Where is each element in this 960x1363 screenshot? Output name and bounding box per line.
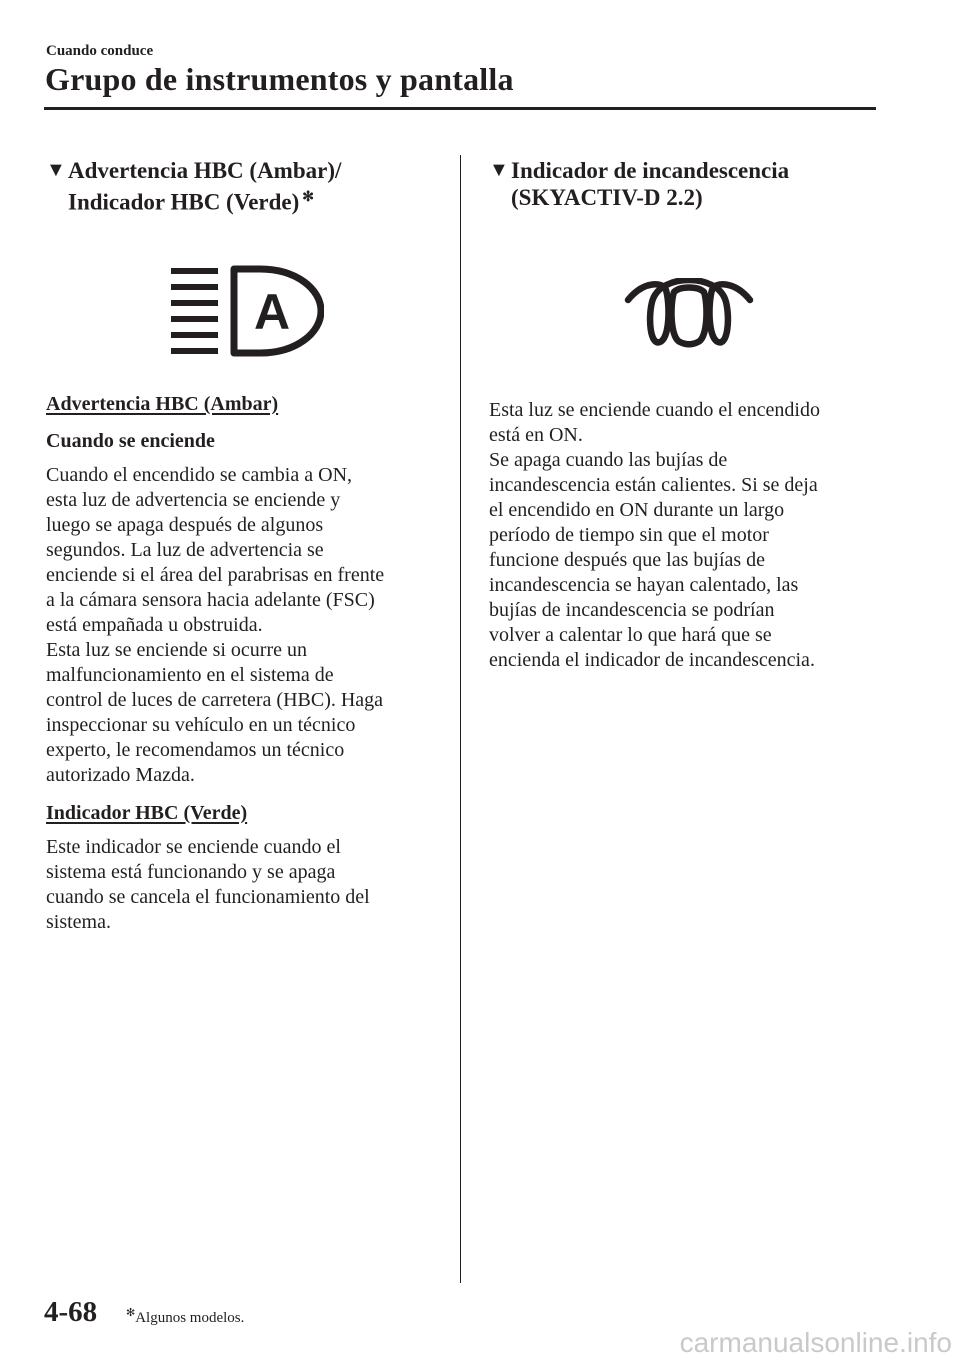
text-line: Este indicador se enciende cuando el [46, 835, 341, 858]
amber-paragraph [46, 463, 446, 788]
text-line: autorizado Mazda. [46, 763, 195, 786]
text-line: incandescencia están calientes. Si se deja [489, 474, 818, 496]
text-line: sistema. [46, 910, 111, 933]
hbc-title-line1: Advertencia HBC (Ambar)/ [68, 158, 342, 183]
text-line: malfuncionamiento en el sistema de [46, 663, 334, 686]
text-line: Se apaga cuando las bujías de [489, 449, 728, 471]
glow-section-title [489, 157, 889, 211]
hbc-title-line2: Indicador HBC (Verde) [68, 189, 300, 215]
green-indicator-heading: Indicador HBC (Verde) [46, 801, 248, 824]
text-line: volver a calentar lo que hará que se [489, 624, 772, 646]
text-line: está en ON. [489, 424, 583, 446]
left-column [46, 157, 446, 935]
text-line: experto, le recomendamos un técnico [46, 738, 345, 761]
text-line: esta luz de advertencia se enciende y [46, 488, 341, 511]
text-line: sistema está funcionando y se apaga [46, 860, 336, 883]
text-line: luego se apaga después de algunos [46, 513, 324, 536]
text-line: Esta luz se enciende cuando el encendido [489, 399, 820, 421]
text-line: el encendido en ON durante un largo [489, 499, 785, 521]
hbc-section-title [46, 157, 446, 216]
text-line: está empañada u obstruida. [46, 613, 263, 636]
hbc-icon-container [46, 263, 446, 359]
hbc-warning-icon [168, 263, 324, 359]
footnote [126, 1306, 244, 1327]
watermark: carmanualsonline.info [679, 1327, 952, 1358]
text-line: control de luces de carretera (HBC). Haga [46, 688, 384, 711]
some-models-marker: ✻ [302, 190, 315, 205]
text-line: cuando se cancela el funcionamiento del [46, 885, 370, 908]
glow-paragraph [489, 398, 889, 673]
triangle-down-icon: ▼ [489, 159, 509, 181]
chapter-label: Cuando conduce [46, 43, 154, 59]
amber-warning-heading: Advertencia HBC (Ambar) [46, 392, 279, 415]
page-title: Grupo de instrumentos y pantalla [45, 61, 514, 97]
text-line: inspeccionar su vehículo en un técnico [46, 713, 356, 736]
when-on-heading: Cuando se enciende [46, 429, 215, 452]
footnote-text: Algunos modelos. [135, 1310, 245, 1326]
text-line: enciende si el área del parabrisas en frente [46, 563, 385, 586]
header-rule [44, 107, 876, 110]
glow-plug-indicator-icon [624, 278, 754, 348]
right-column [489, 157, 889, 673]
text-line: a la cámara sensora hacia adelante (FSC) [46, 588, 375, 611]
glow-title-line2: (SKYACTIV-D 2.2) [511, 185, 703, 210]
text-line: funcione después que las bujías de [489, 549, 766, 571]
column-divider [460, 155, 461, 1283]
text-line: Cuando el encendido se cambia a ON, [46, 463, 353, 486]
text-line: segundos. La luz de advertencia se [46, 538, 324, 561]
text-line: período de tiempo sin que el motor [489, 524, 769, 546]
text-line: encienda el indicador de incandescencia. [489, 649, 815, 671]
green-paragraph [46, 835, 446, 935]
page-number: 4-68 [44, 1296, 98, 1328]
text-line: bujías de incandescencia se podrían [489, 599, 775, 621]
glow-title-line1: Indicador de incandescencia [511, 158, 790, 183]
triangle-down-icon: ▼ [46, 159, 66, 181]
text-line: incandescencia se hayan calentado, las [489, 574, 799, 596]
glow-icon-container [489, 278, 889, 348]
text-line: Esta luz se enciende si ocurre un [46, 638, 308, 661]
hbc-icon-letter: A [253, 283, 291, 340]
hbc-title-line2-wrap [68, 184, 341, 216]
footnote-marker: ✻ [126, 1307, 136, 1319]
